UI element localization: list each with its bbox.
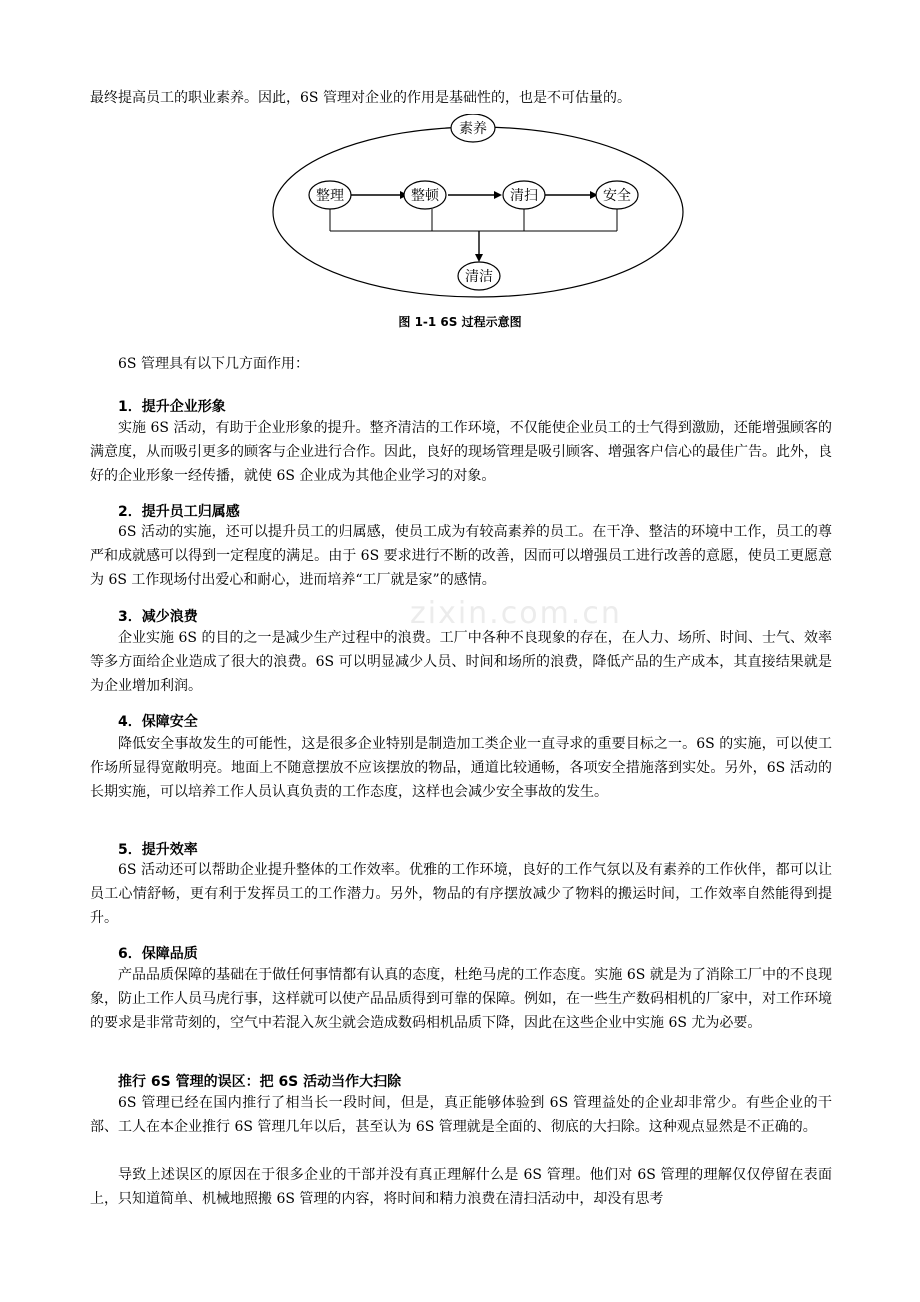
section-text-3: 企业实施 6S 的目的之一是减少生产过程中的浪费。工厂中各种不良现象的存在，在人力、场所、时间、士气、效率等多方面给企业造成了很大的浪费。6S 可以明显减少人员、时间和场所的浪费，降低产品的生产成本，其直接结果就是为企业增加利润。 bbox=[90, 630, 832, 694]
section-text-5: 6S 活动还可以帮助企业提升整体的工作效率。优雅的工作环境，良好的工作气氛以及有素养的工作伙伴，都可以让员工心情舒畅，更有利于发挥员工的工作潜力。另外，物品的有序摆放减少了物料的搬运时间，工作效率自然能得到提升。 bbox=[90, 862, 832, 926]
section-title-5: 5．提升效率 bbox=[118, 842, 198, 858]
section-title-2: 2．提升员工归属感 bbox=[118, 504, 240, 520]
intro-line: 最终提高员工的职业素养。因此，6S 管理对企业的作用是基础性的，也是不可估量的。 bbox=[90, 90, 631, 106]
node-outer-label: 素养 bbox=[459, 121, 487, 137]
misconception-p1: 6S 管理已经在国内推行了相当长一段时间，但是，真正能够体验到 6S 管理益处的企业却非常少。有些企业的干部、工人在本企业推行 6S 管理几年以后，甚至认为 6S 管理就是全面的、彻底的大扫除。这种观点显然是不正确的。 bbox=[90, 1095, 832, 1135]
node-3-label: 清扫 bbox=[510, 188, 538, 204]
section-text-1: 实施 6S 活动，有助于企业形象的提升。整齐清洁的工作环境，不仅能使企业员工的士气得到激励，还能增强顾客的满意度，从而吸引更多的顾客与企业进行合作。因此，良好的现场管理是吸引顾客、增强客户信心的最佳广告。此外，良好的企业形象一经传播，就使 6S 企业成为其他企业学习的对象。 bbox=[90, 420, 832, 484]
6s-process-diagram bbox=[270, 114, 690, 310]
node-4-label: 安全 bbox=[603, 188, 631, 204]
figure-caption: 图 1-1 6S 过程示意图 bbox=[398, 315, 522, 329]
section-title-1: 1．提升企业形象 bbox=[118, 399, 226, 415]
section-text-2: 6S 活动的实施，还可以提升员工的归属感，使员工成为有较高素养的员工。在干净、整洁的环境中工作，员工的尊严和成就感可以得到一定程度的满足。由于 6S 要求进行不断的改善，因而可以增强员工进行改善的意愿，使员工更愿意为 6S 工作现场付出爱心和耐心，进而培养“工厂就是家”的感情。 bbox=[90, 524, 832, 588]
section-text-6: 产品品质保障的基础在于做任何事情都有认真的态度，杜绝马虎的工作态度。实施 6S 就是为了消除工厂中的不良现象，防止工作人员马虎行事，这样就可以使产品品质得到可靠的保障。例如，在一些生产数码相机的厂家中，对工作环境的要求是非常苛刻的，空气中若混入灰尘就会造成数码相机品质下降，因此在这些企业中实施 6S 尤为必要。 bbox=[90, 967, 832, 1031]
misconception-title: 推行 6S 管理的误区：把 6S 活动当作大扫除 bbox=[118, 1074, 402, 1090]
section-title-4: 4．保障安全 bbox=[118, 714, 198, 730]
misconception-p2: 导致上述误区的原因在于很多企业的干部并没有真正理解什么是 6S 管理。他们对 6S 管理的理解仅仅停留在表面上，只知道简单、机械地照搬 6S 管理的内容，将时间和精力浪费在清扫活动中，却没有思考 bbox=[90, 1167, 832, 1207]
watermark: zixin.com.cn bbox=[410, 596, 622, 631]
section-title-6: 6．保障品质 bbox=[118, 946, 198, 962]
arrow-down-head bbox=[475, 254, 483, 262]
section-text-4: 降低安全事故发生的可能性，这是很多企业特别是制造加工类企业一直寻求的重要目标之一。6S 的实施，可以使工作场所显得宽敞明亮。地面上不随意摆放不应该摆放的物品，通道比较通畅，各项安全措施落到实处。另外，6S 活动的长期实施，可以培养工作人员认真负责的工作态度，这样也会减少安全事故的发生。 bbox=[90, 736, 832, 800]
section-title-3: 3．减少浪费 bbox=[118, 609, 198, 625]
lead-text: 6S 管理具有以下几方面作用： bbox=[118, 356, 309, 372]
node-2-label: 整顿 bbox=[411, 188, 439, 204]
node-result-label: 清洁 bbox=[465, 269, 493, 285]
arrow-2-head bbox=[494, 191, 502, 199]
node-1-label: 整理 bbox=[316, 188, 344, 204]
